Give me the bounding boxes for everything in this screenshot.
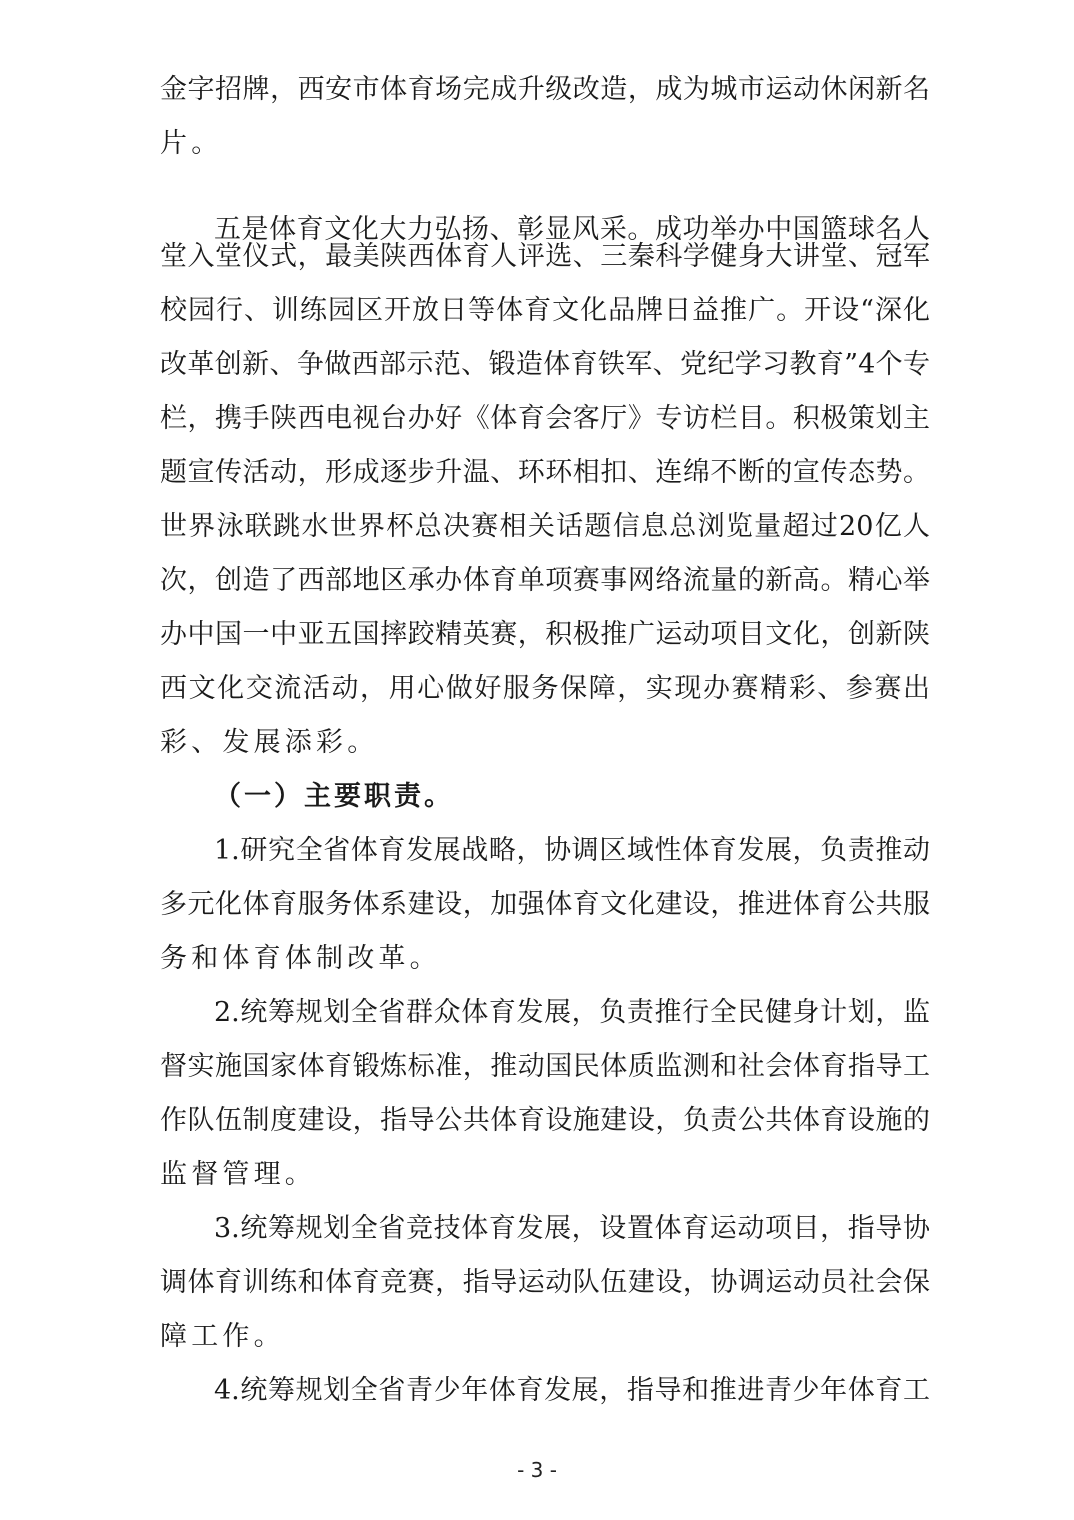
text-line: 多元化体育服务体系建设，加强体育文化建设，推进体育公共服 [160, 889, 930, 920]
text-line: 堂入堂仪式，最美陕西体育人评选、三秦科学健身大讲堂、冠军 [160, 241, 930, 272]
text-line: 校园行、训练园区开放日等体育文化品牌日益推广。开设“深化 [160, 295, 930, 326]
text-line: 彩、发展添彩。 [160, 727, 379, 758]
text-line: 督实施国家体育锻炼标准，推动国民体质监测和社会体育指导工 [160, 1051, 930, 1082]
text-line: 金字招牌，西安市体育场完成升级改造，成为城市运动休闲新名 [160, 74, 930, 105]
text-line: 办中国一中亚五国摔跤精英赛，积极推广运动项目文化，创新陕 [160, 619, 930, 650]
text-line: 世界泳联跳水世界杯总决赛相关话题信息总浏览量超过20亿人 [160, 511, 930, 542]
text-line: 栏，携手陕西电视台办好《体育会客厅》专访栏目。积极策划主 [160, 403, 930, 434]
text-line: 作队伍制度建设，指导公共体育设施建设，负责公共体育设施的 [160, 1105, 930, 1136]
text-line: 题宣传活动，形成逐步升温、环环相扣、连绵不断的宣传态势。 [160, 457, 930, 488]
paragraph-start-line: 2.统筹规划全省群众体育发展，负责推行全民健身计划，监 [214, 997, 930, 1028]
section-heading: （一）主要职责。 [214, 781, 454, 812]
text-line: 次，创造了西部地区承办体育单项赛事网络流量的新高。精心举 [160, 565, 930, 596]
text-line: 障工作。 [160, 1321, 285, 1352]
page-number: - 3 - [517, 1458, 557, 1482]
text-line: 片。 [160, 128, 223, 159]
paragraph-start-line: 五是体育文化大力弘扬、彰显风采。成功举办中国篮球名人 [214, 214, 930, 245]
text-line: 改革创新、争做西部示范、锻造体育铁军、党纪学习教育”4个专 [160, 349, 930, 380]
text-line: 西文化交流活动，用心做好服务保障，实现办赛精彩、参赛出 [160, 673, 930, 704]
text-line: 监督管理。 [160, 1159, 316, 1190]
text-line: 务和体育体制改革。 [160, 943, 441, 974]
text-line: 调体育训练和体育竞赛，指导运动队伍建设，协调运动员社会保 [160, 1267, 930, 1298]
paragraph-start-line: 3.统筹规划全省竞技体育发展，设置体育运动项目，指导协 [214, 1213, 930, 1244]
paragraph-start-line: 1.研究全省体育发展战略，协调区域性体育发展，负责推动 [214, 835, 930, 866]
paragraph-start-line: 4.统筹规划全省青少年体育发展，指导和推进青少年体育工 [214, 1375, 930, 1406]
